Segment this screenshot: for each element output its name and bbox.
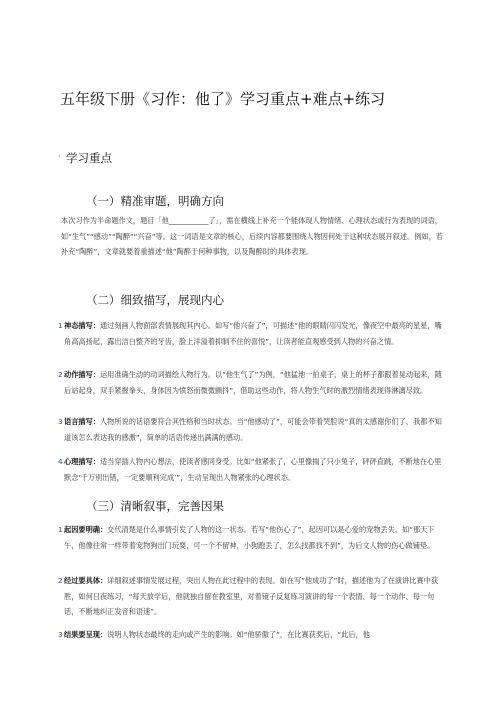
list-item-text: 通过刻画人物面部表情展现其内心。如写“他兴奋了”，可描述“他的眼睛闪闪发光，像夜空中最亮的星星，嘴角高高扬起，露出洁白整齐的牙齿，脸上洋溢着抑制不住的喜悦”，让读者能直观感受到人物的兴奋之情。 [64, 321, 442, 346]
list-item-label: 经过要具体： [64, 576, 108, 585]
list-item-number: 3 [58, 417, 63, 426]
list-item-language [58, 414, 444, 445]
list-item-text: 说明人物状态最终的走向或产生的影响。如“他骄傲了”，在比赛获奖后，“此后，他 [107, 630, 370, 639]
list-item-label: 起因要明确： [64, 525, 108, 534]
section-heading-key-points: 学习重点 [66, 151, 112, 165]
list-item-body [64, 318, 444, 349]
list-item-body [64, 627, 444, 643]
subheading-detailed-description: （二）细致描写，展现内心 [86, 293, 224, 307]
list-item-psychology [58, 454, 444, 485]
list-item-process [58, 573, 444, 620]
list-item-label: 心理描写： [64, 457, 100, 466]
section-marker: · [58, 152, 61, 161]
list-item-label: 语言描写： [64, 417, 100, 426]
list-item-number: 1 [58, 525, 63, 534]
list-item-label: 动作描写： [64, 370, 100, 379]
paragraph-topic-analysis: 本次习作为半命题作文，题目「他___________了」，需在横线上补充一个能体现人物情绪、心理状态或行为表现的词语，如“生气”“感动”“陶醉”“兴奋”等。这一词语是文章的核心，后续内容都要围绕人物因何处于这种状态展开叙述。例如，若补充“陶醉”，文章就要着重描述“他”陶醉于何种事物，以及陶醉时的具体表现。 [61, 216, 443, 257]
list-item-expression [58, 318, 444, 349]
list-item-body [64, 414, 444, 445]
list-item-number: 3 [58, 630, 63, 639]
list-item-action [58, 367, 444, 398]
list-item-number: 1 [58, 321, 63, 330]
list-item-text: 详细叙述事情发展过程，突出人物在此过程中的表现。如在写“他成功了”时，描述他为了在演讲比赛中获胜，如何日夜练习，“每天放学后，他就独自留在教室里，对着镜子反复练习演讲的每一个表情、每一个动作、每一句话，不断地纠正发音和语速”。 [64, 576, 439, 617]
list-item-body [64, 573, 444, 620]
list-item-cause [58, 522, 444, 553]
list-item-body [64, 522, 444, 553]
list-item-body [64, 454, 444, 485]
list-item-text: 适当穿插人物内心想法，使读者感同身受。比如“他紧张了，心里像揣了只小兔子，砰砰直跳，不断地在心里默念‘千万别出错，一定要顺利完成’”，生动呈现出人物紧张的心理状态。 [64, 457, 442, 482]
list-item-text: 人物所说的话语要符合其性格和当时状态。当“他感动了”，可能会带着哭腔说“真的太感谢你们了，我都不知道该怎么表达我的感激”，简单的话语传递出满满的感动。 [64, 417, 442, 442]
list-item-label: 神态描写： [64, 321, 100, 330]
subheading-clear-narration: （三）清晰叙事，完善因果 [86, 499, 224, 513]
list-item-number: 2 [58, 370, 63, 379]
subheading-topic-analysis: （一）精准审题，明确方向 [86, 194, 224, 208]
list-item-result [58, 627, 444, 643]
list-item-text: 运用准确生动的动词描绘人物行为。以“他生气了”为例，“他猛地一拍桌子，桌上的杯子都跟着晃动起来，随后站起身，双手紧握拳头，身体因为愤怒而微微颤抖”，借助这些动作，将人物生气时的激烈情绪表现得淋漓尽致。 [64, 370, 442, 395]
list-item-body [64, 367, 444, 398]
list-item-number: 2 [58, 576, 63, 585]
document-title: 五年级下册《习作：他了》学习重点+难点+练习 [60, 90, 386, 108]
list-item-text: 交代清楚是什么事情引发了人物的这一状态。若写“他伤心了”，起因可以是心爱的宠物丢失，如“那天下午，他像往常一样带着宠物狗出门玩耍，可一个不留神，小狗跑丢了，怎么找都找不到”，为后文人物的伤心做铺垫。 [64, 525, 435, 550]
list-item-label: 结果要呈现： [64, 630, 108, 639]
list-item-number: 4 [58, 457, 63, 466]
